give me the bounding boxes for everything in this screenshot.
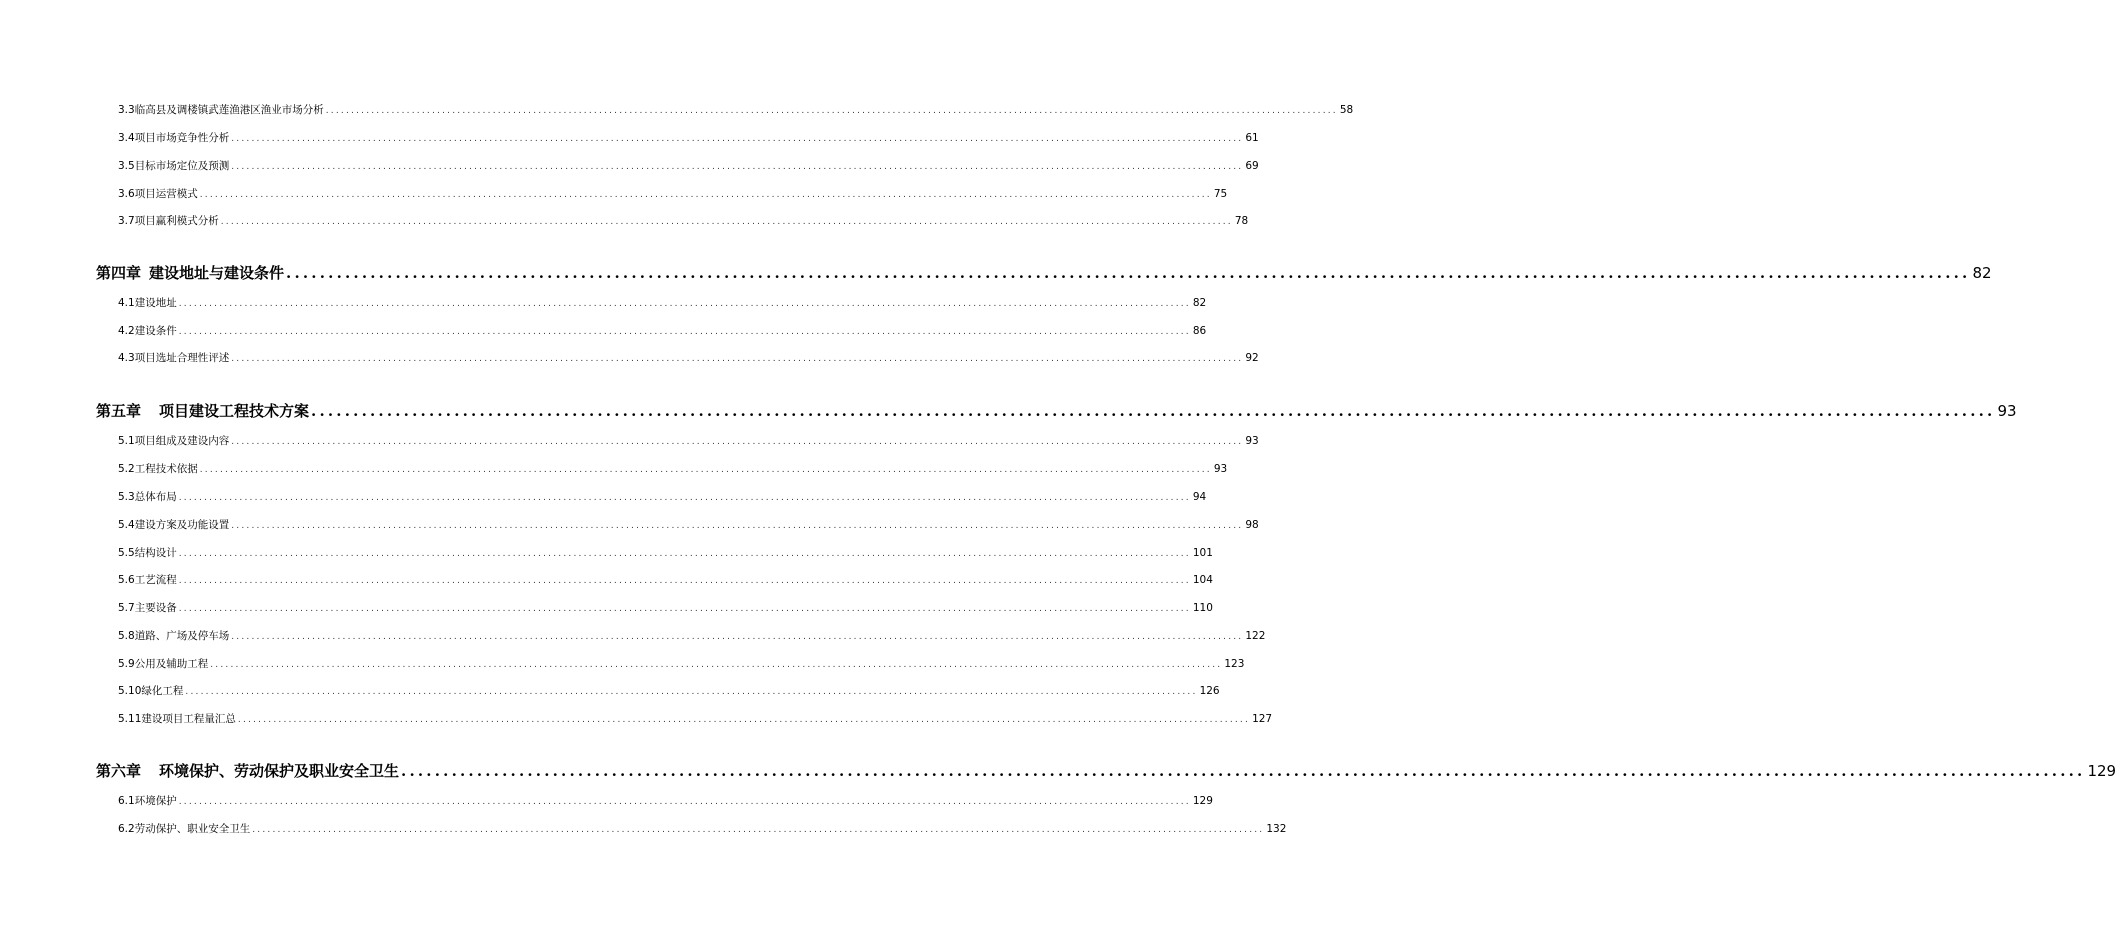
toc-entry-number: 4.3 (118, 352, 135, 364)
toc-entry-title: 劳动保护、职业安全卫生 (134, 823, 251, 835)
toc-entry-6-1[interactable] (0, 793, 1213, 807)
toc-entry-5-10[interactable] (0, 683, 1220, 697)
toc-entry-number: 5.10 (118, 685, 142, 697)
toc-entry-number: 5.6 (118, 574, 135, 586)
dot-leader: ........................................................................................................................................................................................................ (325, 106, 1338, 116)
toc-entry-6-2[interactable] (0, 821, 1287, 835)
toc-entry-page: 104 (1192, 574, 1213, 586)
toc-entry-number: 5.1 (118, 435, 135, 447)
toc-entry-5-5[interactable] (0, 545, 1213, 559)
toc-entry-number: 3.5 (118, 160, 135, 172)
chapter-title: 项目建设工程技术方案 (159, 402, 310, 420)
chapter-number: 第四章 (96, 264, 142, 282)
toc-entry-page: 78 (1234, 215, 1249, 227)
toc-entry-title: 项目市场竞争性分析 (134, 132, 230, 144)
toc-entry-3-3[interactable] (0, 102, 1354, 116)
toc-entry-number: 4.2 (118, 325, 135, 337)
toc-entry-title: 临高县及调楼镇武莲渔港区渔业市场分析 (134, 104, 324, 116)
toc-entry-title: 绿化工程 (141, 685, 184, 697)
toc-entry-number: 5.5 (118, 547, 135, 559)
toc-entry-page: 132 (1266, 823, 1287, 835)
toc-entry-page: 61 (1245, 132, 1259, 144)
toc-entry-number: 3.3 (118, 104, 135, 116)
chapter-title: 环境保护、劳动保护及职业安全卫生 (159, 762, 400, 780)
dot-leader: ........................................................................................................................................................................................................ (185, 687, 1198, 697)
toc-entry-number: 6.2 (118, 823, 135, 835)
dot-leader: ........................................................................................................................................................................................................ (178, 493, 1191, 503)
toc-entry-3-5[interactable] (0, 158, 1259, 172)
toc-entry-5-3[interactable] (0, 489, 1207, 503)
toc-entry-5-6[interactable] (0, 572, 1213, 586)
dot-leader: ........................................................................................................................................................................................................ (231, 162, 1244, 172)
toc-entry-number: 5.11 (118, 713, 142, 725)
dot-leader: ........................................................................................................................................................................................................ (401, 762, 2086, 780)
toc-entry-5-7[interactable] (0, 600, 1213, 614)
toc-entry-number: 4.1 (118, 297, 135, 309)
toc-entry-page: 86 (1192, 325, 1207, 337)
toc-entry-number: 3.6 (118, 188, 135, 200)
chapter-page: 82 (1972, 264, 1992, 282)
dot-leader: ........................................................................................................................................................................................................ (220, 217, 1233, 227)
toc-entry-title: 项目赢利模式分析 (134, 215, 219, 227)
dot-leader: ........................................................................................................................................................................................................ (231, 632, 1244, 642)
toc-entry-5-4[interactable] (0, 517, 1259, 531)
dot-leader: ........................................................................................................................................................................................................ (199, 190, 1212, 200)
toc-entry-number: 6.1 (118, 795, 135, 807)
dot-leader: ........................................................................................................................................................................................................ (210, 660, 1223, 670)
toc-entry-page: 94 (1192, 491, 1207, 503)
dot-leader: ........................................................................................................................................................................................................ (231, 134, 1244, 144)
toc-entry-5-8[interactable] (0, 628, 1266, 642)
toc-entry-number: 3.4 (118, 132, 135, 144)
toc-entry-page: 101 (1192, 547, 1213, 559)
toc-entry-3-7[interactable] (0, 213, 1249, 227)
toc-entry-page: 122 (1245, 630, 1266, 642)
toc-entry-5-2[interactable] (0, 461, 1228, 475)
toc-entry-page: 75 (1213, 188, 1228, 200)
toc-entry-page: 69 (1245, 160, 1259, 172)
toc-entry-page: 93 (1245, 435, 1259, 447)
dot-leader: ........................................................................................................................................................................................................ (178, 299, 1191, 309)
toc-entry-number: 5.4 (118, 519, 135, 531)
toc-entry-page: 58 (1339, 104, 1354, 116)
toc-entry-title: 项目组成及建设内容 (134, 435, 230, 447)
toc-entry-title: 项目选址合理性评述 (134, 352, 230, 364)
chapter-page: 129 (2087, 762, 2116, 780)
toc-entry-title: 工程技术依据 (134, 463, 198, 475)
toc-entry-title: 环境保护 (134, 795, 177, 807)
toc-entry-page: 98 (1245, 519, 1259, 531)
toc-entry-page: 129 (1192, 795, 1213, 807)
toc-chapter-4[interactable] (0, 262, 1992, 282)
toc-entry-4-2[interactable] (0, 323, 1207, 337)
toc-entry-title: 建设项目工程量汇总 (141, 713, 236, 725)
toc-entry-title: 建设条件 (134, 325, 177, 337)
toc-entry-page: 93 (1213, 463, 1228, 475)
toc-entry-title: 公用及辅助工程 (134, 658, 209, 670)
toc-entry-title: 建设方案及功能设置 (134, 519, 230, 531)
toc-entry-number: 5.2 (118, 463, 135, 475)
toc-entry-title: 主要设备 (134, 602, 177, 614)
toc-entry-number: 5.9 (118, 658, 135, 670)
chapter-number: 第六章 (96, 762, 142, 780)
toc-entry-page: 82 (1192, 297, 1207, 309)
toc-entry-3-4[interactable] (0, 130, 1259, 144)
toc-chapter-5[interactable] (0, 400, 2017, 420)
toc-entry-3-6[interactable] (0, 186, 1228, 200)
toc-chapter-6[interactable] (0, 760, 2116, 780)
toc-entry-title: 结构设计 (134, 547, 177, 559)
toc-entry-page: 123 (1224, 658, 1245, 670)
dot-leader: ........................................................................................................................................................................................................ (231, 521, 1244, 531)
toc-entry-title: 道路、广场及停车场 (134, 630, 230, 642)
toc-entry-page: 92 (1245, 352, 1259, 364)
dot-leader: ........................................................................................................................................................................................................ (237, 715, 1251, 725)
toc-entry-title: 建设地址 (134, 297, 177, 309)
toc-entry-number: 3.7 (118, 215, 135, 227)
dot-leader: ........................................................................................................................................................................................................ (252, 825, 1265, 835)
dot-leader: ........................................................................................................................................................................................................ (178, 549, 1191, 559)
toc-entry-title: 总体布局 (134, 491, 177, 503)
dot-leader: ........................................................................................................................................................................................................ (286, 264, 1971, 282)
toc-entry-5-9[interactable] (0, 656, 1245, 670)
toc-entry-number: 5.7 (118, 602, 135, 614)
toc-entry-title: 目标市场定位及预测 (134, 160, 230, 172)
dot-leader: ........................................................................................................................................................................................................ (178, 604, 1191, 614)
toc-entry-number: 5.8 (118, 630, 135, 642)
chapter-title: 建设地址与建设条件 (149, 264, 285, 282)
dot-leader: ........................................................................................................................................................................................................ (199, 465, 1212, 475)
toc-entry-4-3[interactable] (0, 350, 1259, 364)
toc-entry-page: 127 (1252, 713, 1273, 725)
dot-leader: ........................................................................................................................................................................................................ (311, 402, 1996, 420)
dot-leader: ........................................................................................................................................................................................................ (178, 327, 1191, 337)
toc-entry-5-11[interactable] (0, 711, 1273, 725)
chapter-number: 第五章 (96, 402, 142, 420)
chapter-page: 93 (1997, 402, 2017, 420)
toc-entry-number: 5.3 (118, 491, 135, 503)
toc-entry-title: 工艺流程 (134, 574, 177, 586)
toc-entry-title: 项目运营模式 (134, 188, 198, 200)
toc-entry-5-1[interactable] (0, 433, 1259, 447)
toc-entry-page: 110 (1192, 602, 1213, 614)
toc-entry-page: 126 (1199, 685, 1220, 697)
dot-leader: ........................................................................................................................................................................................................ (178, 576, 1191, 586)
toc-entry-4-1[interactable] (0, 295, 1207, 309)
dot-leader: ........................................................................................................................................................................................................ (231, 437, 1244, 447)
dot-leader: ........................................................................................................................................................................................................ (231, 354, 1244, 364)
dot-leader: ........................................................................................................................................................................................................ (178, 797, 1191, 807)
